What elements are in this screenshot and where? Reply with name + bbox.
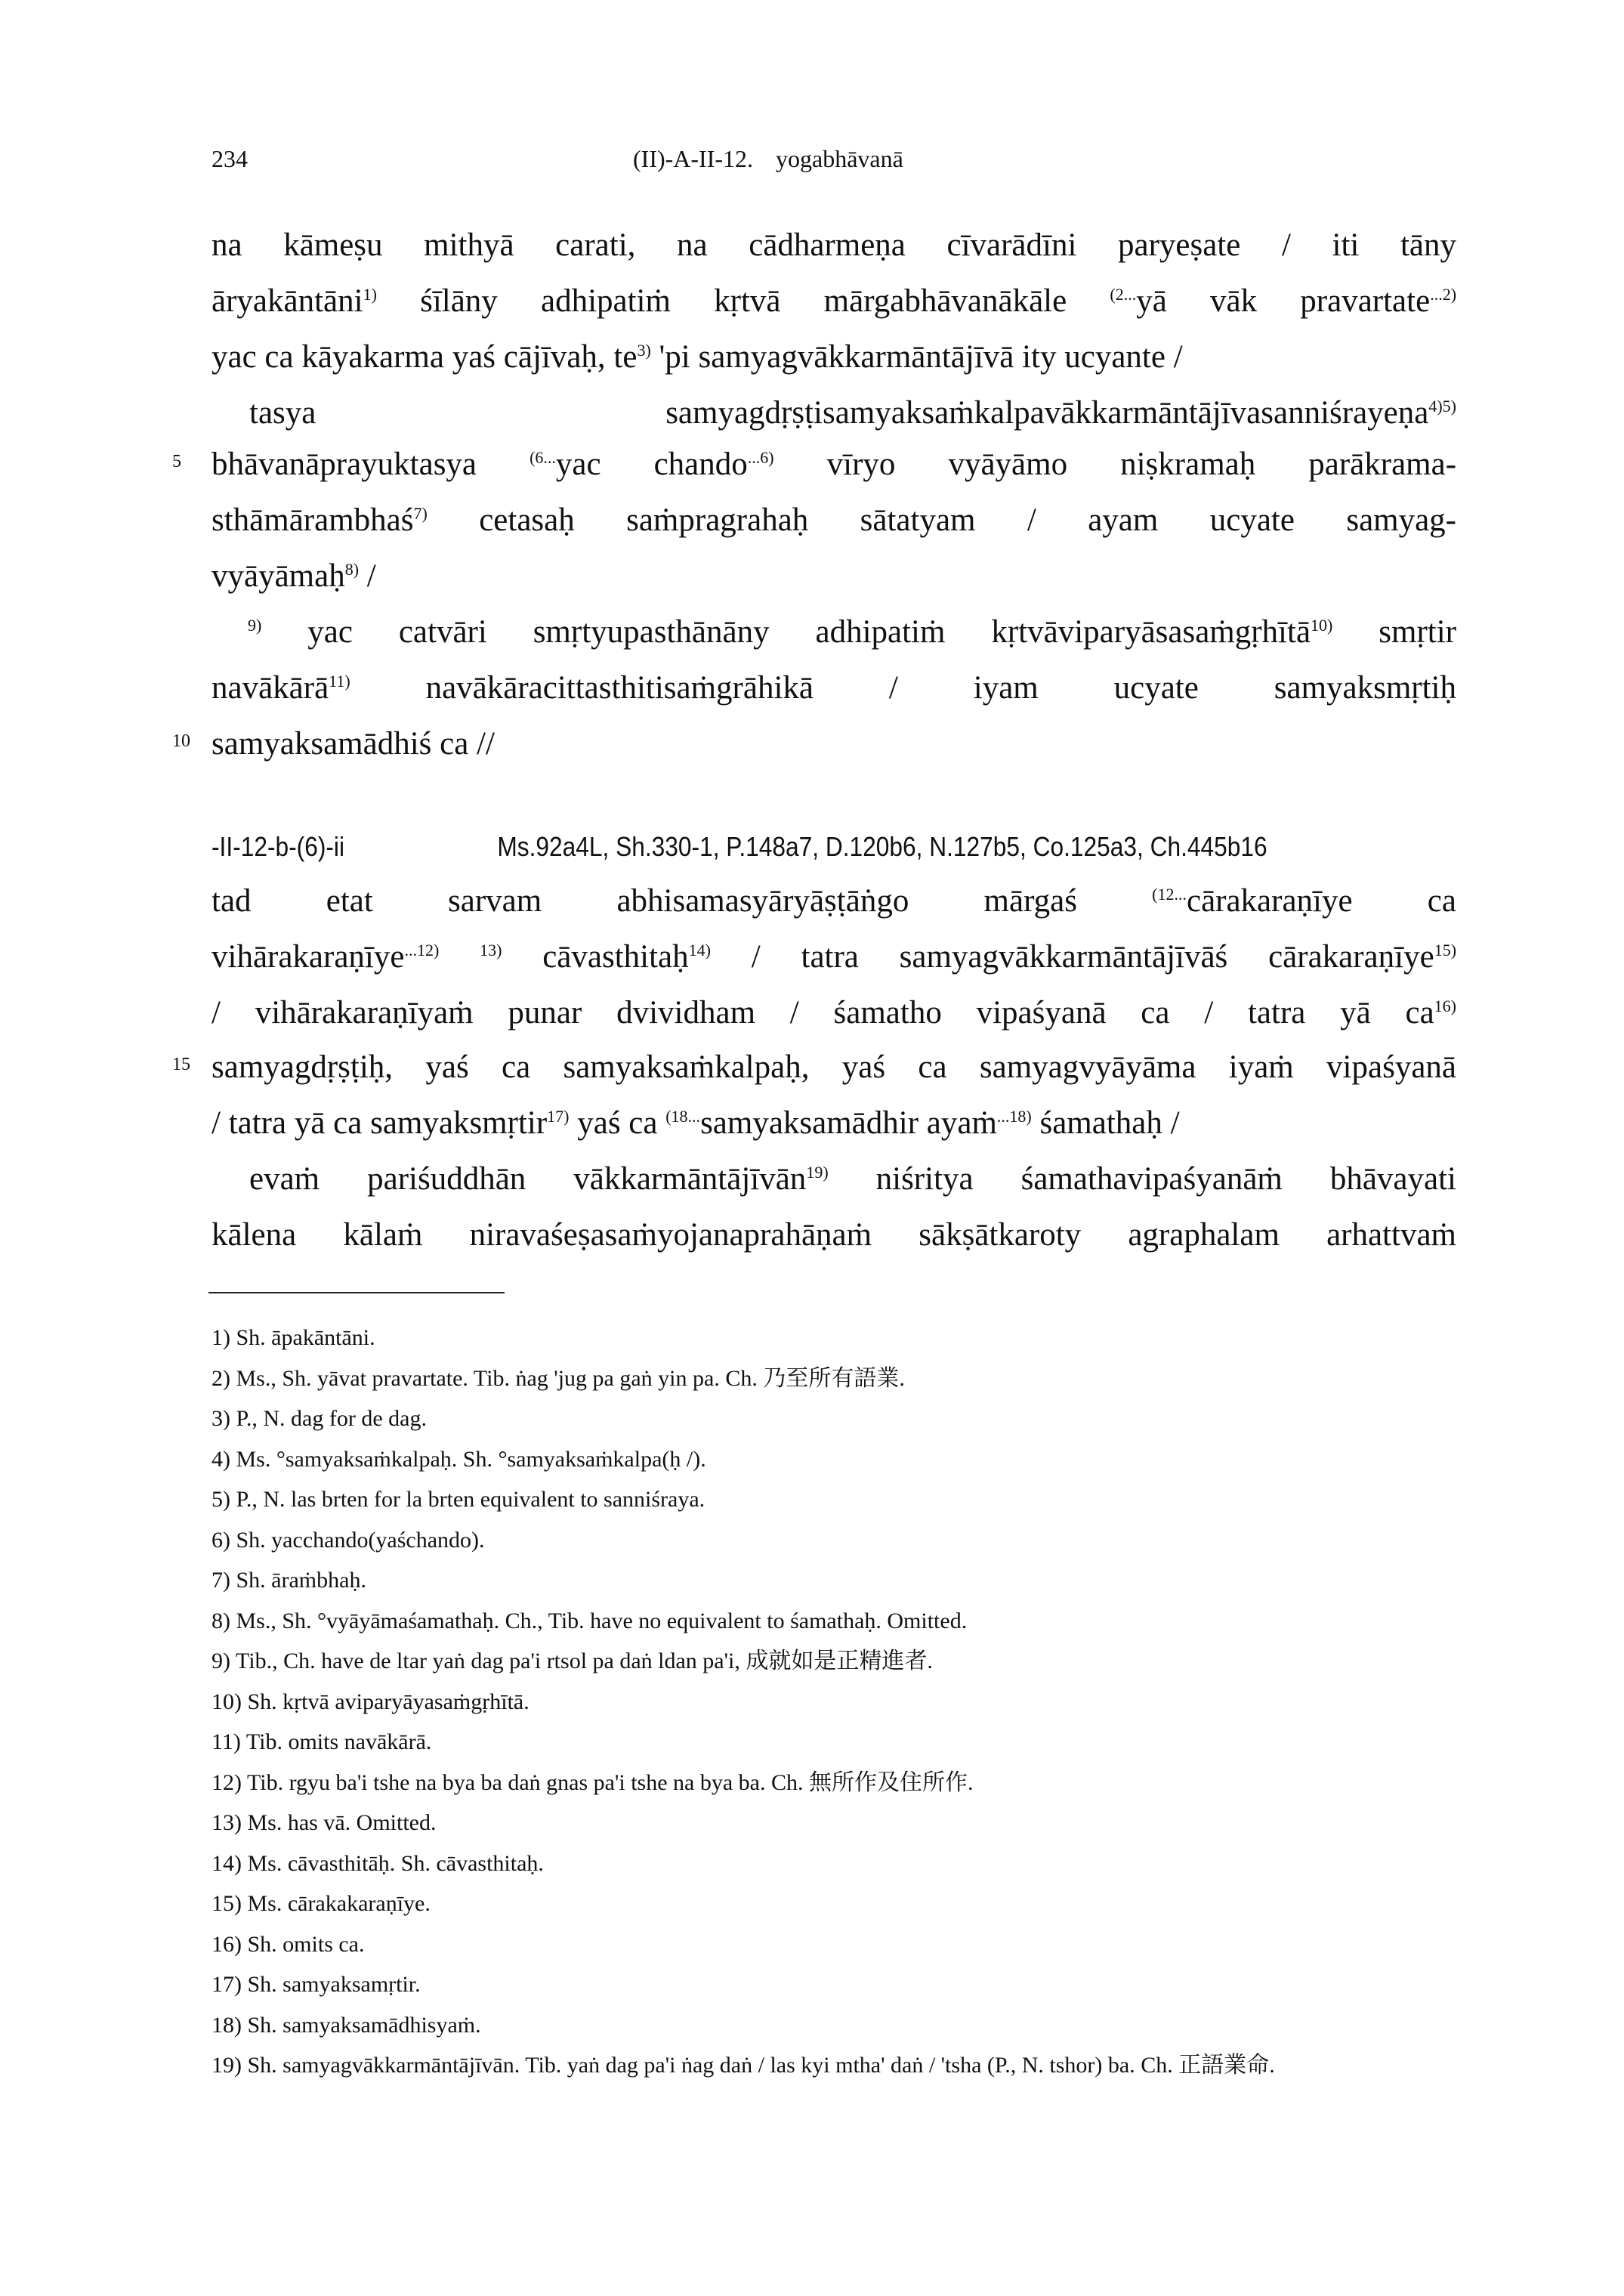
page-header: [211, 145, 1458, 183]
text-line: samyaksamādhiś ca //: [211, 726, 495, 762]
text-line: evaṁ pariśuddhān vākkarmāntājīvān$^{19)}$ niśritya śamathavipaśyanāṁ bhāvayati: [249, 1161, 1456, 1197]
text-line: sthāmārambhaś$^{7)}$ cetasaḥ saṁpragrahaḥ sātatyam / ayam ucyate samyag-: [211, 502, 1456, 538]
footnote: 18) Sh. samyaksamādhisyaṁ.: [211, 2012, 481, 2038]
line-number: 15: [172, 1055, 190, 1074]
footnote: 12) Tib. rgyu ba'i tshe na bya ba daṅ gnas pa'i tshe na bya ba. Ch. 無所作及住所作.: [211, 1769, 974, 1795]
text-line: vyāyāmaḥ$^{8)}$ /: [211, 558, 376, 594]
footnote-marker: ...18): [996, 1107, 1032, 1126]
text-line: samyagdṛṣṭiḥ, yaś ca samyaksaṁkalpaḥ, yaś ca samyagvyāyāma iyaṁ vipaśyanā: [211, 1049, 1456, 1085]
section-references: Ms.92a4L, Sh.330-1, P.148a7, D.120b6, N.127b5, Co.125a3, Ch.445b16: [497, 831, 1267, 862]
text-line: $^{9)}$ yac catvāri smṛtyupasthānāny adhipatiṁ kṛtvāviparyāsasaṁgṛhītā$^{10)}$ smṛtir: [248, 614, 1456, 650]
footnote-marker: 16): [1434, 997, 1456, 1015]
footnote-marker: 8): [344, 560, 360, 579]
footnote: 9) Tib., Ch. have de ltar yaṅ dag pa'i rtsol pa daṅ ldan pa'i, 成就如是正精進者.: [211, 1649, 933, 1673]
footnote-marker: 19): [806, 1163, 829, 1182]
text-line: navākārā$^{11)}$ navākāracittasthitisaṁgrāhikā / iyam ucyate samyaksmṛtiḥ: [211, 670, 1456, 706]
footnote-marker: 9): [248, 616, 262, 635]
footnote: 7) Sh. āraṁbhaḥ.: [211, 1568, 366, 1593]
footnote-marker: 13): [480, 941, 502, 959]
text-line: na kāmeṣu mithyā carati, na cādharmeṇa cīvarādīni paryeṣate / iti tāny: [211, 227, 1456, 263]
footnote: 15) Ms. cārakakaraṇīye.: [211, 1891, 431, 1916]
footnote-marker: 17): [547, 1107, 570, 1126]
text-line: / vihārakaraṇīyaṁ punar dvividham / śamatho vipaśyanā ca / tatra yā $ca^{16)}$: [211, 995, 1456, 1031]
text-line: / tatra yā ca samyaksmṛtir$^{17)}$ yaś ca $^{(18...}$samyaksamādhir ayaṁ$^{...18)}$ śamathaḥ /: [211, 1105, 1180, 1141]
line-number: 5: [172, 452, 181, 471]
text-line: bhāvanāprayuktasya $^{(6...}$yac chando$^{...6)}$ vīryo vyāyāmo niṣkramaḥ parākrama-: [211, 447, 1457, 482]
footnote-marker: (18...: [665, 1107, 701, 1126]
footnote-marker: ...12): [404, 941, 440, 959]
text-line: kālena kālaṁ niravaśeṣasaṁyojanaprahāṇaṁ sākṣātkaroty agraphalam arhattvaṁ: [211, 1217, 1456, 1253]
footnote-marker: 3): [637, 341, 651, 360]
footnote-marker: (6...: [529, 448, 556, 467]
footnote: 1) Sh. āpakāntāni.: [211, 1325, 375, 1350]
footnote: 2) Ms., Sh. yāvat pravartate. Tib. ṅag 'jug pa gaṅ yin pa. Ch. 乃至所有語業.: [211, 1365, 905, 1391]
footnote-marker: 7): [413, 504, 428, 523]
line-number: 10: [172, 731, 190, 751]
footnote: 4) Ms. °samyaksaṁkalpaḥ. Sh. °samyaksaṁkalpa(ḥ /).: [211, 1446, 706, 1472]
footnote-marker: 1): [363, 285, 377, 304]
text-line: āryakāntāni$^{1)}$ śīlāny adhipatiṁ kṛtvā mārgabhāvanākāle $^{(2...}$yā vāk pravartate$^{...2)}$: [211, 283, 1457, 319]
footnote: 19) Sh. samyagvākkarmāntājīvān. Tib. yaṅ dag pa'i ṅag daṅ / las kyi mtha' daṅ / 'tsha (P., N. tshor) ba. Ch. 正語業命.: [211, 2053, 1275, 2078]
footnote: 14) Ms. cāvasthitāḥ. Sh. cāvasthitaḥ.: [211, 1850, 544, 1876]
running-title: (II)-A-II-12. yogabhāvanā: [633, 145, 903, 172]
footnote: 10) Sh. kṛtvā aviparyāyasaṁgṛhītā.: [211, 1689, 529, 1714]
footnote-marker: (2...: [1110, 285, 1137, 304]
footnote-marker: (12...: [1152, 885, 1187, 904]
footnote: 5) P., N. las brten for la brten equivalent to sanniśraya.: [211, 1487, 705, 1512]
footnote-marker: 4)5): [1428, 397, 1456, 416]
footnote: 6) Sh. yacchando(yaśchando).: [211, 1527, 485, 1553]
footnote-separator: [208, 1292, 505, 1293]
footnote-marker: 14): [688, 941, 711, 959]
text-line: vihārakaraṇīye$^{...12)}$ $^{13)}$ cāvasthitaḥ$^{14)}$ / tatra samyagvākkarmāntājīvāś cārakaraṇīye$^{15)}$: [211, 939, 1457, 975]
footnote: 16) Sh. omits ca.: [211, 1931, 365, 1957]
page-number: 234: [211, 145, 248, 172]
footnotes: [211, 1324, 1458, 2120]
text-line: yac ca kāyakarma yaś cājīvaḥ, $te^{3)}$ 'pi samyagvākkarmāntājīvā ity ucyante /: [211, 339, 1183, 375]
footnote: 8) Ms., Sh. °vyāyāmaśamathaḥ. Ch., Tib. have no equivalent to śamathaḥ. Omitted.: [211, 1608, 968, 1633]
footnote: 17) Sh. samyaksamṛtir.: [211, 1972, 421, 1997]
text-line: tasya samyagdṛṣṭisamyaksaṁkalpavākkarmāntājīvasanniśrayeṇa$^{4)5)}$: [249, 395, 1456, 431]
footnote-marker: 11): [329, 672, 350, 691]
footnote-marker: 10): [1311, 616, 1333, 635]
section-id: -II-12-b-(6)-ii: [211, 831, 345, 862]
footnote: 11) Tib. omits navākārā.: [211, 1729, 432, 1754]
footnote: 3) P., N. dag for de dag.: [211, 1406, 427, 1431]
footnote-marker: ...6): [747, 448, 774, 467]
footnote-marker: 15): [1434, 941, 1457, 959]
footnote-marker: ...2): [1430, 285, 1457, 304]
text-line: tad etat sarvam abhisamasyāryāṣṭāṅgo mārgaś $^{(12...}$cārakaraṇīye ca: [211, 883, 1456, 919]
footnote: 13) Ms. has vā. Omitted.: [211, 1810, 437, 1835]
